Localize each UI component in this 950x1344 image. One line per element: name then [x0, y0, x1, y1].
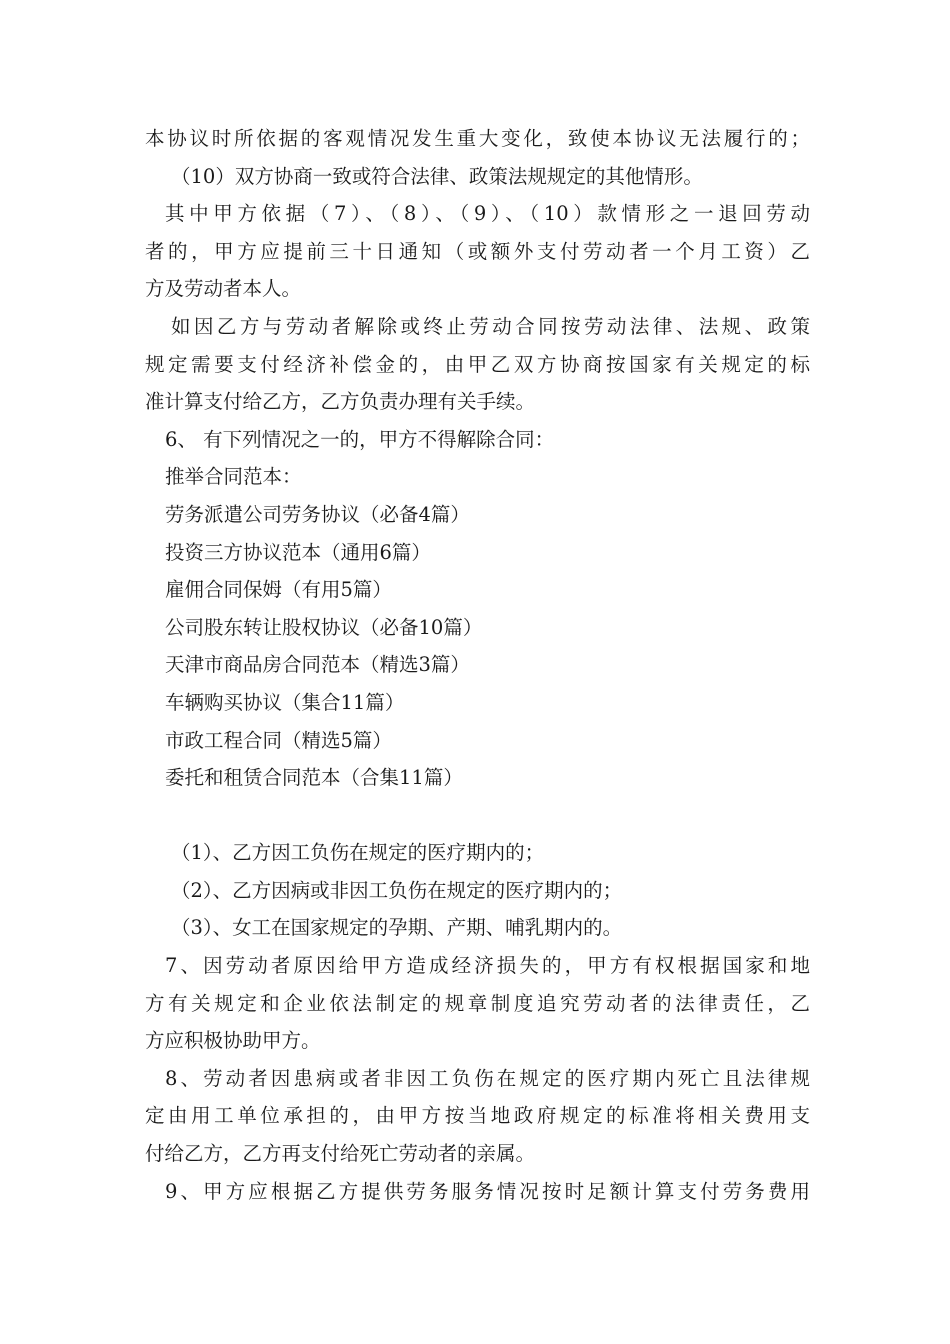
- text-line: 规定需要支付经济补偿金的，由甲乙双方协商按国家有关规定的标: [145, 352, 810, 376]
- text-line: 方及劳动者本人。: [145, 277, 302, 301]
- recommend-link[interactable]: 投资三方协议范本（通用6篇）: [165, 540, 431, 564]
- text-line: 如因乙方与劳动者解除或终止劳动合同按劳动法律、法规、政策: [171, 314, 810, 338]
- document-page: [145, 120, 810, 1210]
- text-line: 准计算支付给乙方，乙方负责办理有关手续。: [145, 390, 536, 414]
- text-line: 9、甲方应根据乙方提供劳务服务情况按时足额计算支付劳务费用: [165, 1179, 810, 1203]
- text-line: 付给乙方，乙方再支付给死亡劳动者的亲属。: [145, 1142, 536, 1166]
- text-line: 本协议时所依据的客观情况发生重大变化，致使本协议无法履行的；: [145, 127, 810, 150]
- text-line: 6、 有下列情况之一的，甲方不得解除合同：: [165, 427, 555, 451]
- recommend-link[interactable]: 委托和租赁合同范本（合集11篇）: [165, 766, 463, 790]
- text-line: 定由用工单位承担的，由甲方按当地政府规定的标准将相关费用支: [145, 1104, 810, 1128]
- text-line: 者的，甲方应提前三十日通知（或额外支付劳动者一个月工资）乙: [145, 239, 810, 263]
- text-line: （10）双方协商一致或符合法律、政策法规规定的其他情形。: [171, 164, 703, 188]
- text-line: 方应积极协助甲方。: [145, 1029, 321, 1053]
- text-line: 7、因劳动者原因给甲方造成经济损失的，甲方有权根据国家和地: [165, 954, 810, 978]
- recommend-link[interactable]: 劳务派遣公司劳务协议（必备4篇）: [165, 502, 470, 526]
- recommend-link[interactable]: 公司股东转让股权协议（必备10篇）: [165, 615, 483, 639]
- blank-line: [145, 797, 810, 835]
- recommend-link[interactable]: 车辆购买协议（集合11篇）: [165, 690, 405, 714]
- recommend-link[interactable]: 雇佣合同保姆（有用5篇）: [165, 578, 392, 602]
- recommend-link[interactable]: 天津市商品房合同范本（精选3篇）: [165, 653, 470, 677]
- text-line: 其中甲方依据（7）、（8）、（9）、（10）款情形之一退回劳动: [165, 202, 810, 226]
- text-line: （3）、女工在国家规定的孕期、产期、哺乳期内的。: [171, 916, 623, 940]
- text-line: 方有关规定和企业依法制定的规章制度追究劳动者的法律责任，乙: [145, 991, 810, 1015]
- text-line: （1）、乙方因工负伤在规定的医疗期内的；: [171, 841, 545, 865]
- text-line: 8、劳动者因患病或者非因工负伤在规定的医疗期内死亡且法律规: [165, 1066, 810, 1090]
- recommend-heading: 推举合同范本：: [165, 465, 302, 489]
- recommend-link[interactable]: 市政工程合同（精选5篇）: [165, 728, 392, 752]
- text-line: （2）、乙方因病或非因工负伤在规定的医疗期内的；: [171, 878, 623, 902]
